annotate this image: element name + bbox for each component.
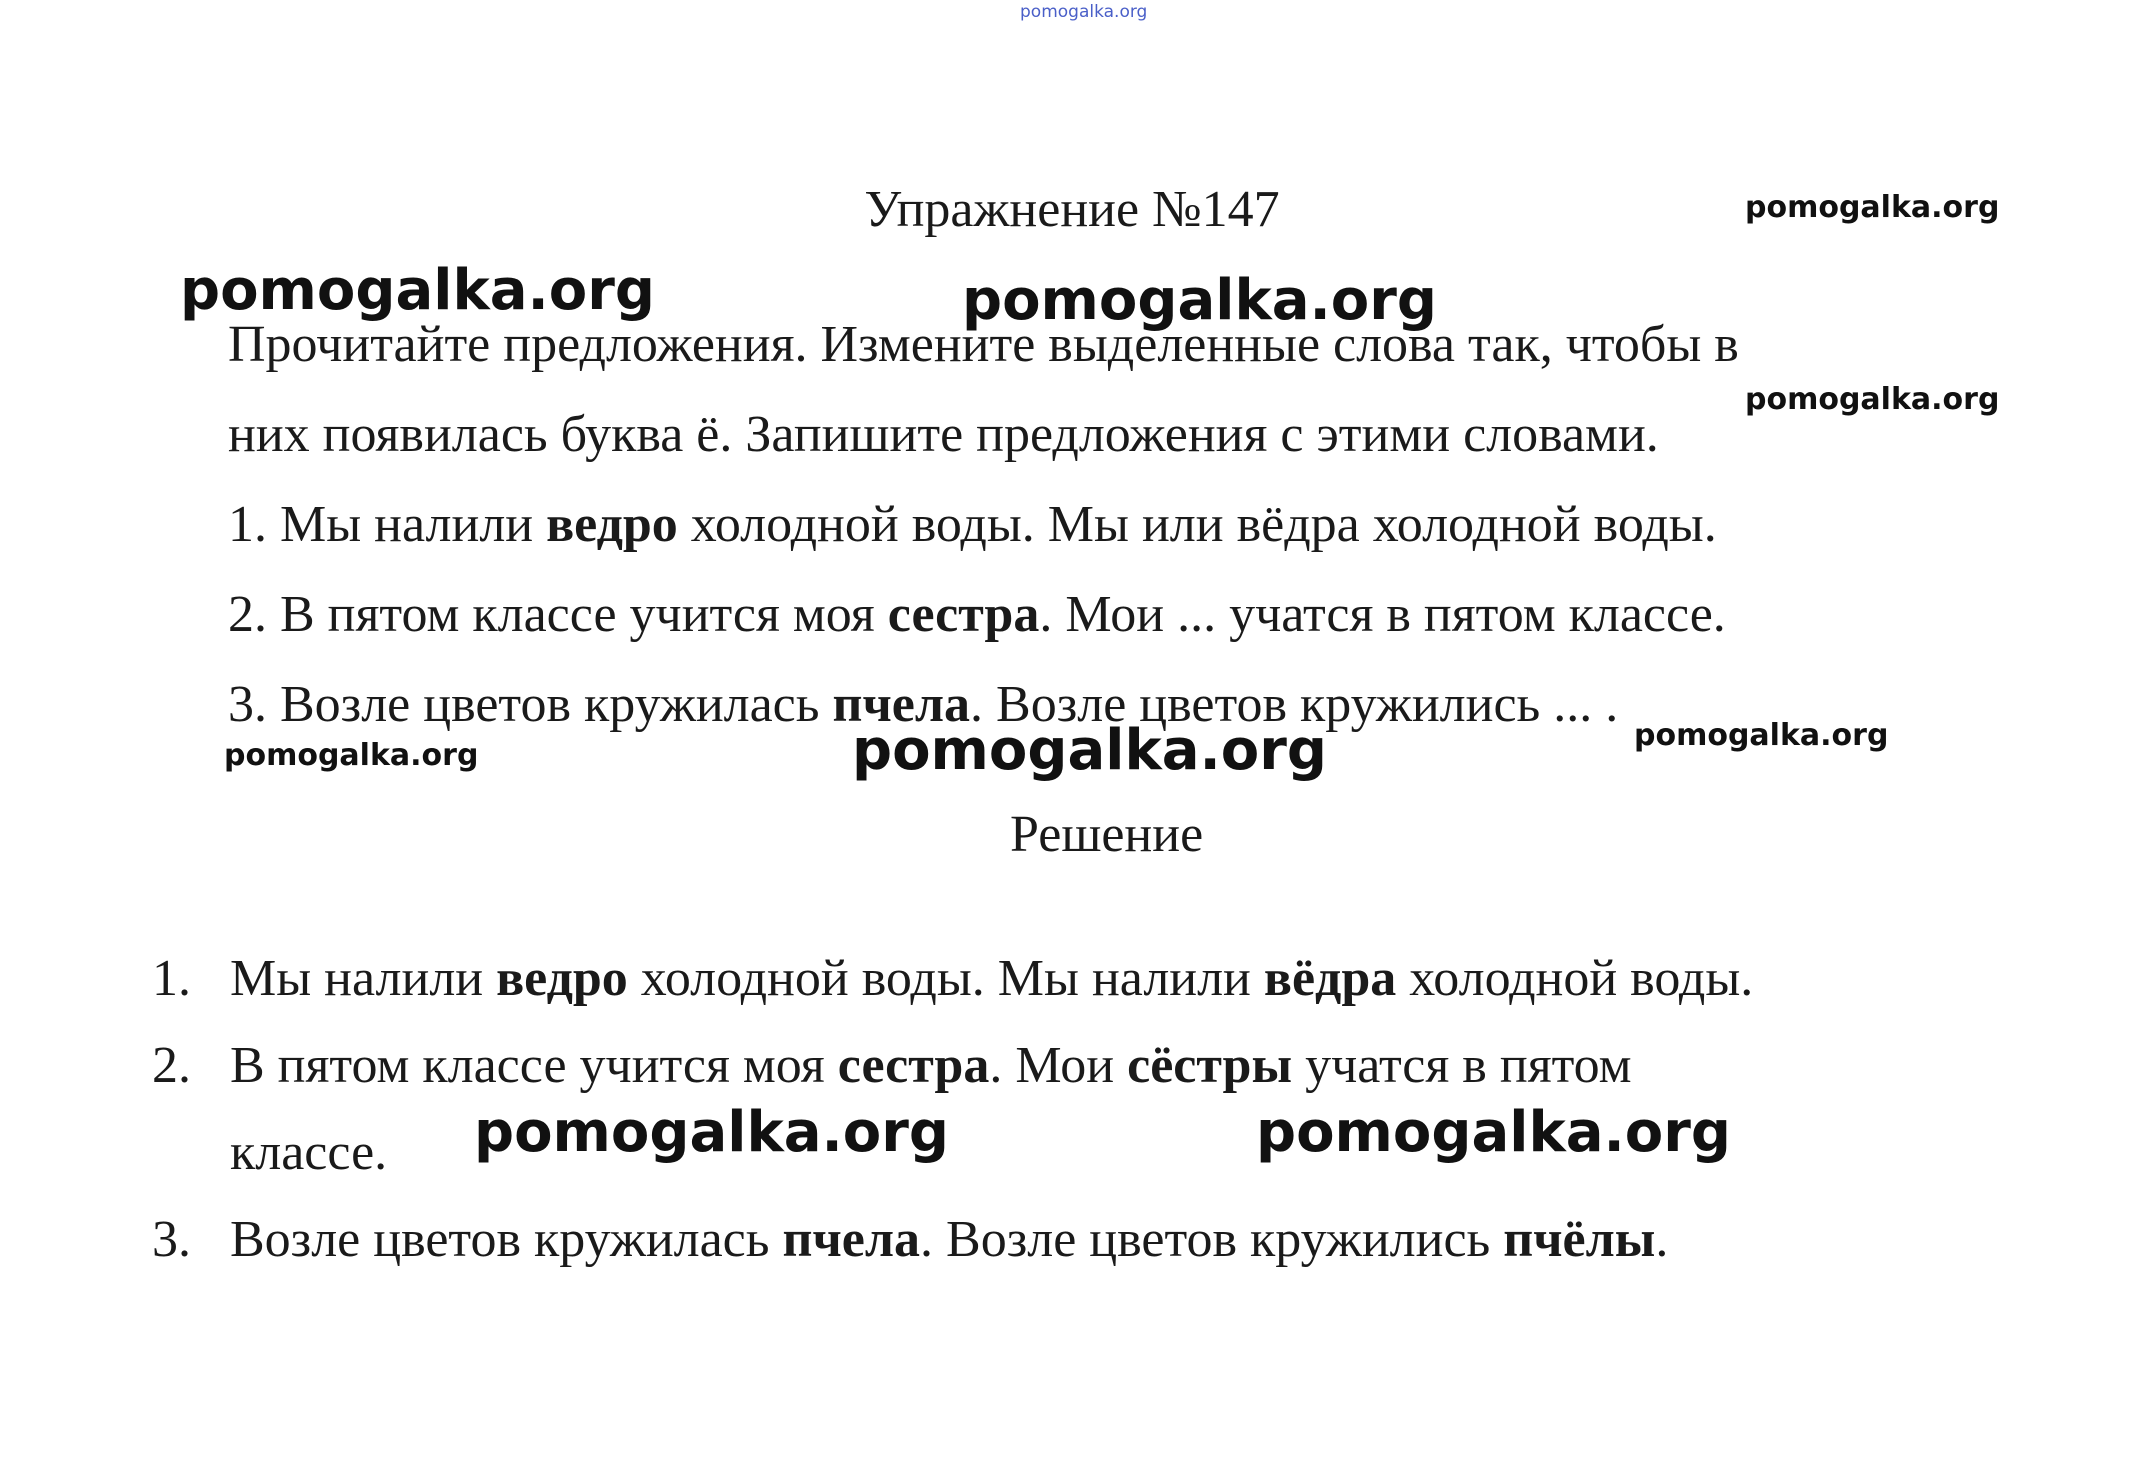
watermark-top: pomogalka.org: [1020, 2, 1148, 22]
task-sentence-2: 2. В пятом классе учится моя сестра. Мои ... учатся в пятом классе.: [228, 586, 1726, 643]
watermark-bottom-right: pomogalka.org: [1256, 1100, 1731, 1165]
solution-item-number: 3.: [152, 1211, 191, 1268]
solution-item-2: 2. В пятом классе учится моя сестра. Мои сёстры учатся в пятом классе.: [152, 1022, 2052, 1196]
watermark-header-right: pomogalka.org: [1745, 190, 2000, 225]
solution-title: Решение: [1010, 806, 1204, 863]
solution-list: [152, 935, 2052, 1283]
task-text: [228, 300, 1988, 750]
solution-item-number: 1.: [152, 950, 191, 1007]
solution-item-3: 3. Возле цветов кружилась пчела. Возле цветов кружились пчёлы.: [152, 1196, 2052, 1283]
watermark-big-left: pomogalka.org: [180, 258, 655, 323]
task-instruction-line1: Прочитайте предложения. Измените выделенные слова так, чтобы в: [228, 316, 1739, 373]
watermark-left-low: pomogalka.org: [224, 738, 479, 773]
solution-item-1: 1. Мы налили ведро холодной воды. Мы налили вёдра холодной воды.: [152, 935, 2052, 1022]
watermark-big-center: pomogalka.org: [962, 268, 1437, 333]
solution-item-number: 2.: [152, 1037, 191, 1094]
watermark-bottom-left: pomogalka.org: [474, 1100, 949, 1165]
exercise-title: Упражнение №147: [864, 181, 1280, 238]
task-sentence-1: 1. Мы налили ведро холодной воды. Мы или вёдра холодной воды.: [228, 496, 1717, 553]
task-sentence-3: 3. Возле цветов кружилась пчела. Возле цветов кружились ... .: [228, 676, 1619, 733]
watermark-right-mid: pomogalka.org: [1745, 382, 2000, 417]
watermark-right-low: pomogalka.org: [1634, 718, 1889, 753]
watermark-center-low: pomogalka.org: [852, 718, 1327, 783]
task-instruction-line2: них появилась буква ё. Запишите предложения с этими словами.: [228, 406, 1659, 463]
